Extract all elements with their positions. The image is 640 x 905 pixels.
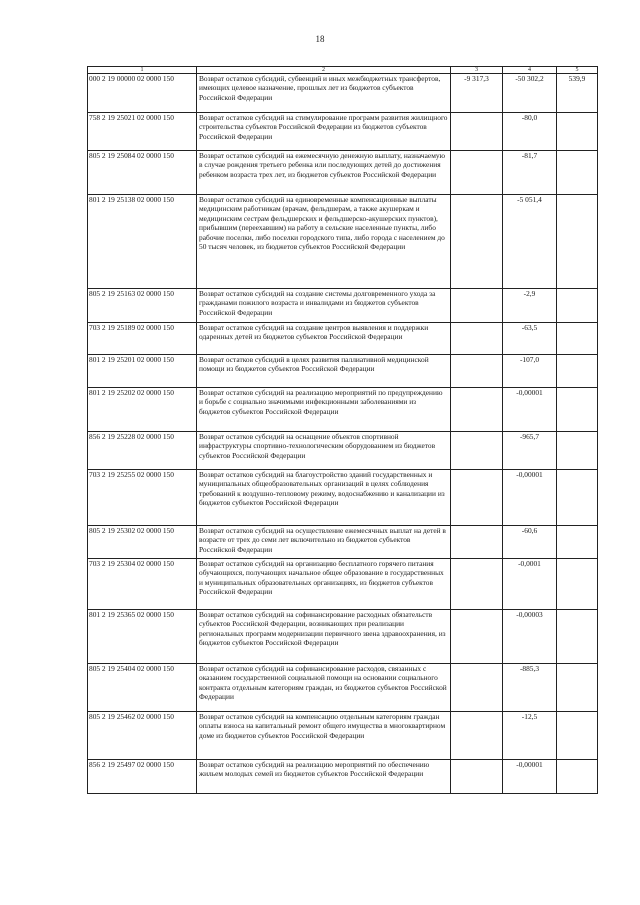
row-value-col3	[451, 195, 503, 289]
row-value-col5	[557, 323, 598, 355]
table-row	[88, 712, 598, 760]
row-description: Возврат остатков субсидий на софинансирование расходов, связанных с оказанием государственной социальной помощи на основании социального контракта отдельным категориям граждан, из бюджетов субъектов Российской Федерации	[197, 664, 451, 712]
table-row	[88, 664, 598, 712]
row-value-col3	[451, 289, 503, 323]
table-row	[88, 610, 598, 664]
table-row	[88, 388, 598, 432]
row-value-col3	[451, 712, 503, 760]
row-value-col4: -885,3	[503, 664, 557, 712]
header-col-2: 2	[197, 67, 451, 74]
budget-table	[87, 66, 598, 794]
row-value-col3	[451, 760, 503, 794]
row-value-col4: -107,0	[503, 355, 557, 388]
row-value-col3	[451, 432, 503, 470]
row-code: 703 2 19 25304 02 0000 150	[88, 559, 197, 610]
row-code: 703 2 19 25255 02 0000 150	[88, 470, 197, 526]
table-row	[88, 289, 598, 323]
row-value-col4: -81,7	[503, 151, 557, 195]
row-value-col4: -80,0	[503, 113, 557, 151]
row-code: 805 2 19 25462 02 0000 150	[88, 712, 197, 760]
table-row	[88, 195, 598, 289]
table-row	[88, 526, 598, 559]
table-row	[88, 470, 598, 526]
row-value-col4: -0,00001	[503, 470, 557, 526]
header-col-1: 1	[88, 67, 197, 74]
row-description: Возврат остатков субсидий в целях развития паллиативной медицинской помощи из бюджетов субъектов Российской Федерации	[197, 355, 451, 388]
row-code: 703 2 19 25189 02 0000 150	[88, 323, 197, 355]
header-col-5: 5	[557, 67, 598, 74]
row-value-col3	[451, 113, 503, 151]
row-value-col5	[557, 289, 598, 323]
row-value-col3: -9 317,3	[451, 74, 503, 113]
row-value-col3	[451, 323, 503, 355]
row-code: 801 2 19 25138 02 0000 150	[88, 195, 197, 289]
row-description: Возврат остатков субсидий на оснащение объектов спортивной инфраструктуры спортивно-технологическим оборудованием из бюджетов субъектов Российской Федерации	[197, 432, 451, 470]
row-description: Возврат остатков субсидий на организацию бесплатного горячего питания обучающихся, получающих начальное общее образование в государственных и муниципальных образовательных организациях, из бюджетов субъектов Российской Федерации	[197, 559, 451, 610]
row-value-col4: -50 302,2	[503, 74, 557, 113]
row-value-col5	[557, 760, 598, 794]
row-value-col3	[451, 470, 503, 526]
row-value-col4: -0,00001	[503, 388, 557, 432]
row-value-col4: -965,7	[503, 432, 557, 470]
row-value-col5	[557, 712, 598, 760]
table-row	[88, 760, 598, 794]
header-col-4: 4	[503, 67, 557, 74]
row-code: 805 2 19 25404 02 0000 150	[88, 664, 197, 712]
row-value-col5	[557, 113, 598, 151]
row-description: Возврат остатков субсидий, субвенций и иных межбюджетных трансфертов, имеющих целевое назначение, прошлых лет из бюджетов субъектов Российской Федерации	[197, 74, 451, 113]
row-value-col5	[557, 470, 598, 526]
row-value-col4: -63,5	[503, 323, 557, 355]
row-value-col4: -2,9	[503, 289, 557, 323]
table-row	[88, 74, 598, 113]
row-code: 000 2 19 00000 02 0000 150	[88, 74, 197, 113]
row-description: Возврат остатков субсидий на реализацию мероприятий по обеспечению жильем молодых семей из бюджетов субъектов Российской Федерации	[197, 760, 451, 794]
row-value-col5	[557, 151, 598, 195]
row-code: 801 2 19 25365 02 0000 150	[88, 610, 197, 664]
row-value-col5	[557, 388, 598, 432]
row-value-col4: -12,5	[503, 712, 557, 760]
row-value-col5	[557, 664, 598, 712]
row-description: Возврат остатков субсидий на создание центров выявления и поддержки одаренных детей из бюджетов субъектов Российской Федерации	[197, 323, 451, 355]
row-value-col5	[557, 355, 598, 388]
row-value-col3	[451, 355, 503, 388]
row-value-col5	[557, 559, 598, 610]
row-value-col4: -5 051,4	[503, 195, 557, 289]
row-code: 801 2 19 25201 02 0000 150	[88, 355, 197, 388]
row-value-col5	[557, 526, 598, 559]
row-value-col3	[451, 559, 503, 610]
row-value-col3	[451, 151, 503, 195]
row-value-col5	[557, 610, 598, 664]
row-value-col5: 539,9	[557, 74, 598, 113]
row-value-col5	[557, 195, 598, 289]
row-code: 805 2 19 25302 02 0000 150	[88, 526, 197, 559]
row-value-col3	[451, 388, 503, 432]
row-description: Возврат остатков субсидий на создание системы долговременного ухода за гражданами пожилого возраста и инвалидами из бюджетов субъектов Российской Федерации	[197, 289, 451, 323]
header-col-3: 3	[451, 67, 503, 74]
row-value-col3	[451, 526, 503, 559]
table-row	[88, 323, 598, 355]
row-code: 805 2 19 25084 02 0000 150	[88, 151, 197, 195]
row-description: Возврат остатков субсидий на стимулирование программ развития жилищного строительства субъектов Российской Федерации из бюджетов субъектов Российской Федерации	[197, 113, 451, 151]
table-row	[88, 113, 598, 151]
row-value-col5	[557, 432, 598, 470]
table-header-row	[88, 67, 598, 74]
row-description: Возврат остатков субсидий на единовременные компенсационные выплаты медицинским работникам (врачам, фельдшерам, а также акушеркам и медицинским сестрам фельдшерских и фельдшерско-акушерских пунктов), прибывшим (переехавшим) на работу в сельские населенные пункты, либо рабочие поселки, либо поселки городского типа, либо города с населением до 50 тысяч человек, из бюджетов субъектов Российской Федерации	[197, 195, 451, 289]
page-number: 18	[315, 34, 325, 44]
table-row	[88, 432, 598, 470]
row-code: 805 2 19 25163 02 0000 150	[88, 289, 197, 323]
table-row	[88, 151, 598, 195]
row-value-col3	[451, 610, 503, 664]
row-description: Возврат остатков субсидий на компенсацию отдельным категориям граждан оплаты взноса на капитальный ремонт общего имущества в многоквартирном доме из бюджетов субъектов Российской Федерации	[197, 712, 451, 760]
row-code: 856 2 19 25228 02 0000 150	[88, 432, 197, 470]
row-description: Возврат остатков субсидий на благоустройство зданий государственных и муниципальных общеобразовательных организаций в целях соблюдения требований к воздушно-тепловому режиму, водоснабжению и канализации из бюджетов субъектов Российской Федерации	[197, 470, 451, 526]
table-row	[88, 559, 598, 610]
row-value-col3	[451, 664, 503, 712]
row-description: Возврат остатков субсидий на ежемесячную денежную выплату, назначаемую в случае рождения третьего ребенка или последующих детей до достижения ребенком возраста трех лет, из бюджетов субъектов Российской Федерации	[197, 151, 451, 195]
row-description: Возврат остатков субсидий на реализацию мероприятий по предупреждению и борьбе с социально значимыми инфекционными заболеваниями из бюджетов субъектов Российской Федерации	[197, 388, 451, 432]
row-code: 758 2 19 25021 02 0000 150	[88, 113, 197, 151]
row-value-col4: -60,6	[503, 526, 557, 559]
row-code: 856 2 19 25497 02 0000 150	[88, 760, 197, 794]
row-description: Возврат остатков субсидий на осуществление ежемесячных выплат на детей в возрасте от трех до семи лет включительно из бюджетов субъектов Российской Федерации	[197, 526, 451, 559]
row-value-col4: -0,00003	[503, 610, 557, 664]
row-value-col4: -0,00001	[503, 760, 557, 794]
table-row	[88, 355, 598, 388]
row-description: Возврат остатков субсидий на софинансирование расходных обязательств субъектов Российской Федерации, возникающих при реализации региональных программ модернизации первичного звена здравоохранения, из бюджетов субъектов Российской Федерации	[197, 610, 451, 664]
row-value-col4: -0,0001	[503, 559, 557, 610]
row-code: 801 2 19 25202 02 0000 150	[88, 388, 197, 432]
